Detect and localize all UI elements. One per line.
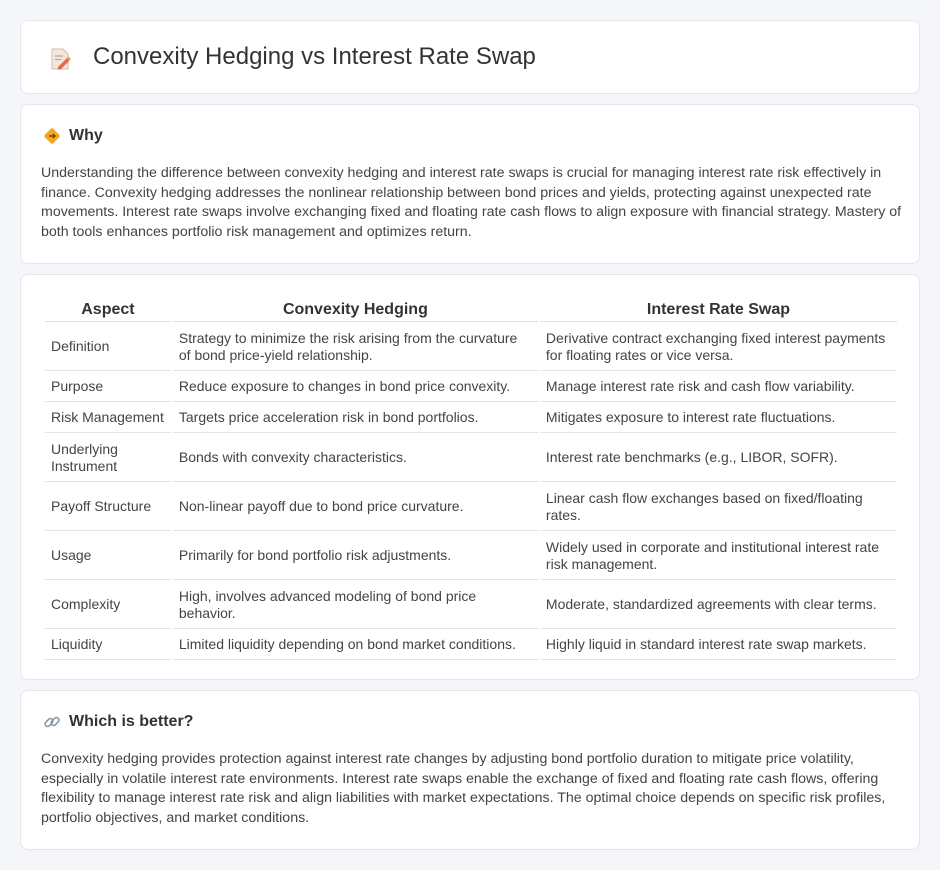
- row-aspect: Risk Management: [45, 404, 171, 433]
- row-swap: Derivative contract exchanging fixed interest payments for floating rates or vice versa.: [540, 324, 897, 371]
- row-swap: Interest rate benchmarks (e.g., LIBOR, SOFR).: [540, 435, 897, 482]
- table-row: [45, 404, 897, 433]
- row-convexity: Limited liquidity depending on bond market conditions.: [173, 631, 538, 660]
- row-swap: Moderate, standardized agreements with clear terms.: [540, 582, 897, 629]
- row-swap: Manage interest rate risk and cash flow variability.: [540, 373, 897, 402]
- table-row: [45, 324, 897, 371]
- table-row: [45, 631, 897, 660]
- row-convexity: Strategy to minimize the risk arising from the curvature of bond price-yield relationship.: [173, 324, 538, 371]
- why-heading: [43, 127, 103, 145]
- row-aspect: Complexity: [45, 582, 171, 629]
- table-row: [45, 435, 897, 482]
- header-convexity-hedging: Convexity Hedging: [173, 297, 538, 322]
- table-row: [45, 533, 897, 580]
- row-aspect: Definition: [45, 324, 171, 371]
- row-convexity: Primarily for bond portfolio risk adjustments.: [173, 533, 538, 580]
- row-convexity: Non-linear payoff due to bond price curvature.: [173, 484, 538, 531]
- title-card: [20, 20, 920, 94]
- why-heading-label: Why: [69, 127, 103, 144]
- row-swap: Linear cash flow exchanges based on fixed/floating rates.: [540, 484, 897, 531]
- row-convexity: High, involves advanced modeling of bond price behavior.: [173, 582, 538, 629]
- row-convexity: Reduce exposure to changes in bond price convexity.: [173, 373, 538, 402]
- header-interest-rate-swap: Interest Rate Swap: [540, 297, 897, 322]
- row-aspect: Payoff Structure: [45, 484, 171, 531]
- why-section: [20, 104, 920, 264]
- page-title: Convexity Hedging vs Interest Rate Swap: [93, 43, 536, 70]
- row-aspect: Usage: [45, 533, 171, 580]
- which-is-better-section: [20, 690, 920, 850]
- comparison-table: [43, 295, 899, 662]
- row-aspect: Liquidity: [45, 631, 171, 660]
- table-row: [45, 373, 897, 402]
- document-pencil-icon: [49, 47, 71, 71]
- why-text: Understanding the difference between convexity hedging and interest rate swaps is crucial for managing interest rate risk effectively in finance. Convexity hedging addresses the nonlinear relationship between bond prices and yields, protecting against unexpected rate movements. Interest rate swaps involve exchanging fixed and floating rate cash flows to align exposure with financial strategy. Mastery of both tools enhances portfolio risk management and optimizes return.: [41, 165, 902, 240]
- row-aspect: Underlying Instrument: [45, 435, 171, 482]
- table-header-row: [45, 297, 897, 322]
- link-icon: [43, 713, 61, 731]
- diamond-arrows-icon: [43, 127, 61, 145]
- table-row: [45, 582, 897, 629]
- row-swap: Mitigates exposure to interest rate fluctuations.: [540, 404, 897, 433]
- row-convexity: Targets price acceleration risk in bond portfolios.: [173, 404, 538, 433]
- row-swap: Highly liquid in standard interest rate swap markets.: [540, 631, 897, 660]
- row-swap: Widely used in corporate and institutional interest rate risk management.: [540, 533, 897, 580]
- comparison-card: [20, 274, 920, 680]
- better-text: Convexity hedging provides protection against interest rate changes by adjusting bond portfolio duration to mitigate price volatility, especially in volatile interest rate environments. Interest rate swaps enable the exchange of fixed and floating rate cash flows, offering flexibility to manage interest rate risk and align liabilities with market expectations. The optimal choice depends on specific risk profiles, portfolio objectives, and market conditions.: [41, 751, 886, 826]
- header-aspect: Aspect: [45, 297, 171, 322]
- better-heading-label: Which is better?: [69, 713, 194, 730]
- better-heading: [43, 713, 193, 731]
- table-row: [45, 484, 897, 531]
- row-convexity: Bonds with convexity characteristics.: [173, 435, 538, 482]
- row-aspect: Purpose: [45, 373, 171, 402]
